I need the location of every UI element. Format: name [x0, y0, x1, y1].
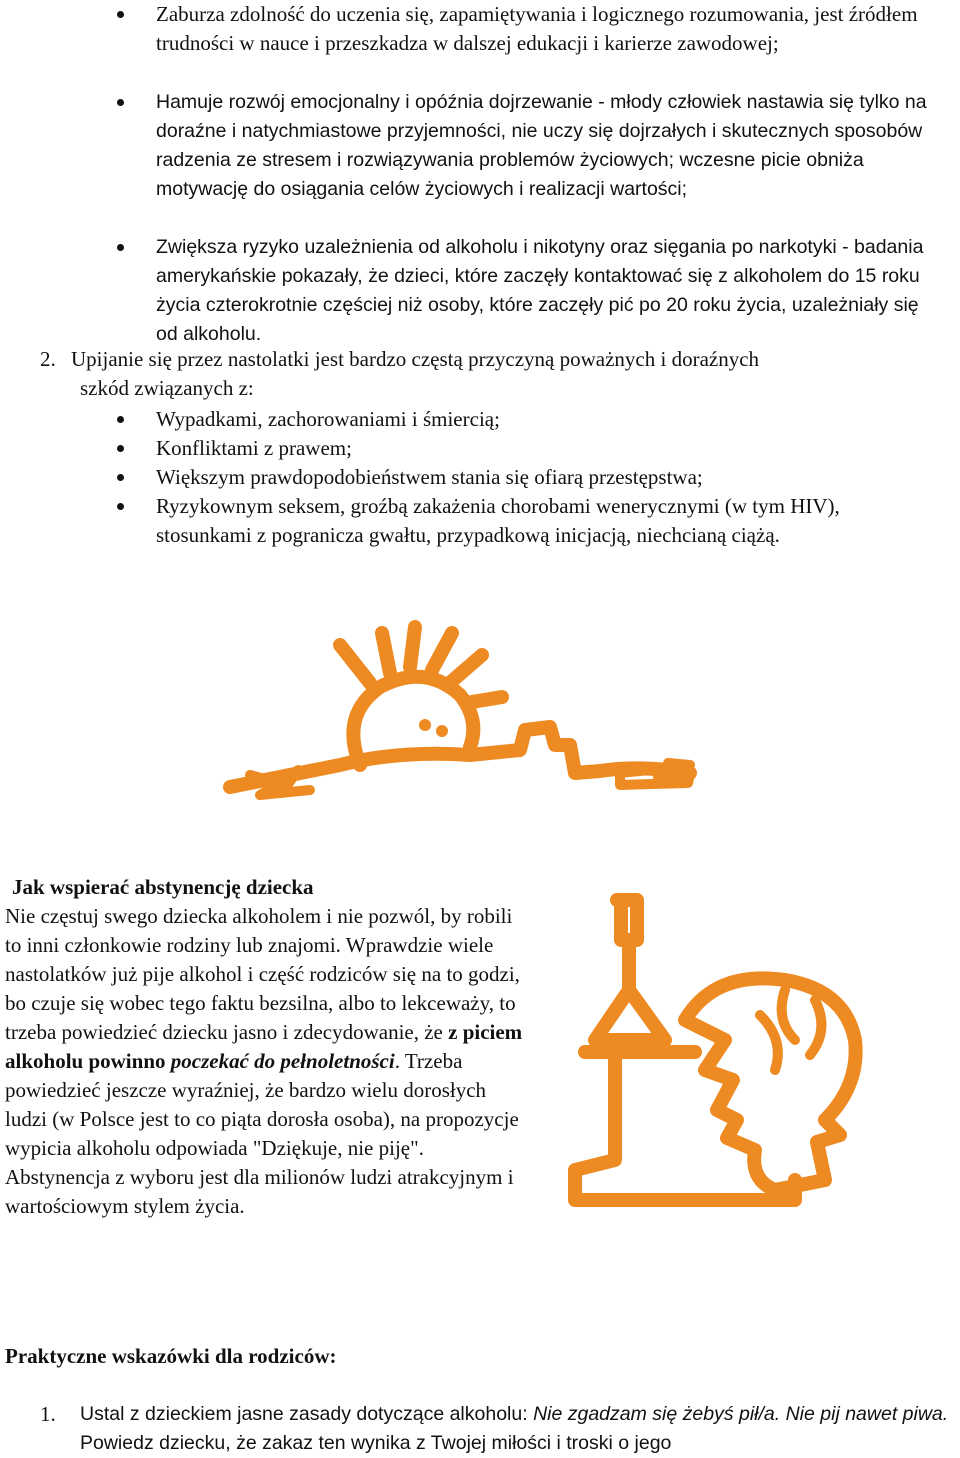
point-2-text-line1: Upijanie się przez nastolatki jest bardzo częstą przyczyną poważnych i doraźnych [71, 347, 760, 371]
bullet-icon [117, 11, 124, 18]
list-item-text: Większym prawdopodobieństwem stania się ofiarą przestępstwa; [156, 465, 703, 489]
tips-item-1-text: Ustal z dzieckiem jasne zasady dotyczące alkoholu: [80, 1403, 534, 1425]
point-2-bullet-list [0, 405, 960, 579]
bullet-icon [117, 244, 124, 251]
tips-item-1-text-continued: Powiedz dziecku, że zakaz ten wynika z Twojej miłości i troski o jego [80, 1432, 672, 1454]
list-item-text: Zaburza zdolność do uczenia się, zapamiętywania i logicznego rozumowania, jest źródłem trudności w nauce i przeszkadza w dalszej edukacji i karierze zawodowej; [156, 2, 918, 55]
bullet-icon [117, 503, 124, 510]
paragraph-bold-italic: poczekać do pełnoletności [170, 1049, 395, 1073]
sun-eye-icon [436, 725, 448, 737]
section-heading: Jak wspierać abstynencję dziecka [12, 875, 314, 899]
paragraph-text-continued: . Trzeba powiedzieć jeszcze wyraźniej, że bardzo wielu dorosłych ludzi (w Polsce jest to co piąta dorosła osoba), na propozycje wypicia alkoholu odpowiada "Dziękuje, nie piję". Abstynencja z wyboru jest dla milionów ludzi atrakcyjnym i wartościowym stylem życia. [5, 1049, 519, 1218]
list-item-text: Konfliktami z prawem; [156, 436, 352, 460]
list-item [0, 88, 960, 233]
sun-eye-icon [419, 719, 431, 731]
sun-illustration [220, 615, 780, 815]
tips-item-1 [80, 1400, 950, 1458]
bullet-icon [117, 416, 124, 423]
section-paragraph [5, 902, 525, 1221]
list-item-text: Hamuje rozwój emocjonalny i opóźnia dojrzewanie - młody człowiek nastawia się tylko na doraźne i natychmiastowe przyjemności, nie uczy się dojrzałych i skutecznych sposobów radzenia ze stresem i rozwiązywania problemów życiowych; wczesne picie obniża motywację do osiągania celów życiowych i realizacji wartości; [156, 91, 927, 200]
list-item-text: Zwiększa ryzyko uzależnienia od alkoholu i nikotyny oraz sięgania po narkotyki - badania amerykańskie pokazały, że dzieci, które zaczęły kontaktować się z alkoholem do 15 roku życia czterokrotnie częściej niż osoby, które zaczęły pić po 20 roku życia, uzależniały się od alkoholu. [156, 236, 924, 345]
tips-item-1-number: 1. [40, 1402, 56, 1426]
list-item [0, 463, 960, 492]
point-2 [40, 345, 940, 374]
tips-heading: Praktyczne wskazówki dla rodziców: [5, 1344, 337, 1368]
paragraph-bold: z piciem alkoholu powinno [5, 1020, 523, 1073]
bullet-icon [117, 474, 124, 481]
list-item [0, 0, 960, 88]
bullet-icon [117, 445, 124, 452]
paragraph-text: Nie częstuj swego dziecka alkoholem i nie pozwól, by robili to inni członkowie rodziny lub znajomi. Wprawdzie wiele nastolatków już pije alkohol i część rodziców się na to godzi, bo czuje się wobec tego faktu bezsilna, albo to lekceważy, to trzeba powiedzieć dziecku jasno i zdecydowanie, że [5, 904, 520, 1044]
top-bullet-list [0, 0, 960, 349]
list-item [0, 434, 960, 463]
list-item-text: Ryzykownym seksem, groźbą zakażenia chorobami wenerycznymi (w tym HIV), stosunkami z pogranicza gwałtu, przypadkową inicjacją, niechcianą ciążą. [156, 494, 840, 547]
list-item [0, 233, 960, 349]
point-2-number: 2. [40, 347, 56, 371]
list-item [0, 405, 960, 434]
point-2-continuation: szkód związanych z: [80, 376, 254, 400]
tips-item-1-italic: Nie zgadzam się żebyś pił/a. Nie pij nawet piwa. [533, 1403, 949, 1425]
bullet-icon [117, 99, 124, 106]
head-illustration [555, 880, 955, 1270]
list-item-text: Wypadkami, zachorowaniami i śmiercią; [156, 407, 500, 431]
list-item [0, 492, 960, 579]
